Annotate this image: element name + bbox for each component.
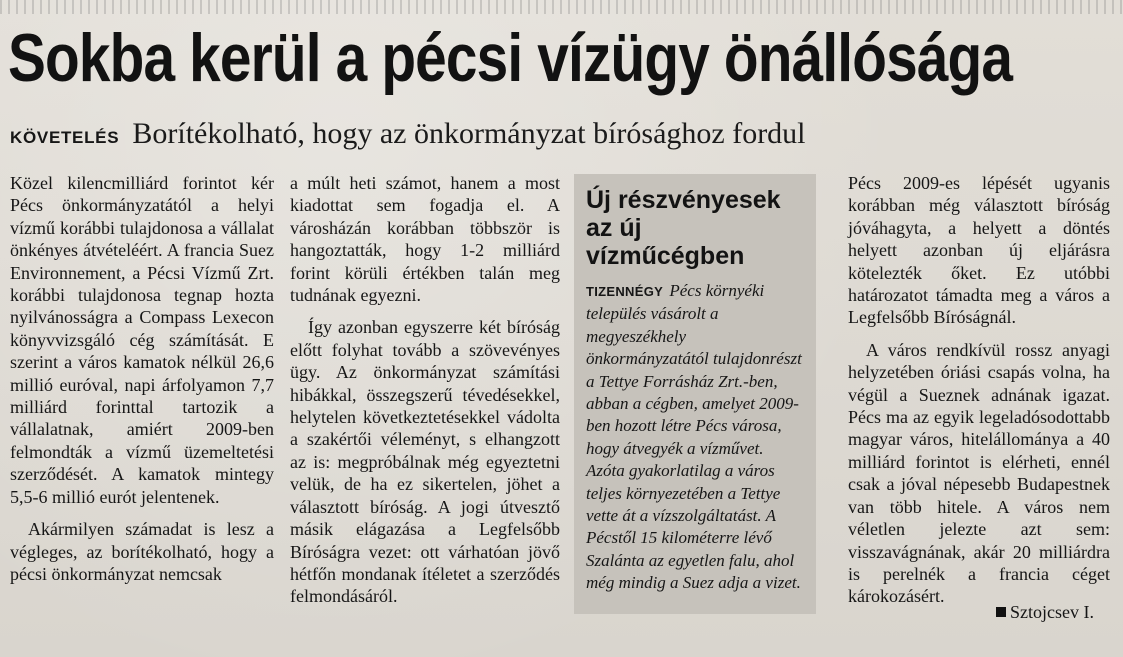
subhead [10, 116, 806, 156]
sidebar-title-line-2: az új vízműcégben [586, 214, 745, 270]
sidebar-body [586, 280, 806, 595]
column-2 [290, 172, 560, 608]
paragraph: Akármilyen számadat is lesz a végleges, az borítékolható, hogy a pécsi önkormányzat nemcsak [10, 519, 274, 584]
sidebar-title-line-1: Új részvényesek [586, 186, 781, 214]
column-1 [10, 172, 274, 585]
byline [996, 602, 1094, 623]
paragraph: A város rendkívül rossz anyagi helyzetében óriási csapás volna, ha végül a Sueznek adnának igazat. Pécs ma az egyik legeladósodottabb magyar város, hitelállománya a 40 milliárd forintot is elérheti, ennél csak a jóval népesebb Budapestnek van több hitele. A város nem véletlen jelezte azt sem: visszavágnának, akár 20 milliárdra is perelnék a francia céget károkozásért. [848, 339, 1110, 607]
column-4 [848, 172, 1110, 608]
kicker-label: KÖVETELÉS [10, 128, 120, 147]
sidebar-kicker: TIZENNÉGY [586, 284, 664, 299]
subtitle: Borítékolható, hogy az önkormányzat bírósághoz fordul [132, 117, 806, 150]
cropped-text-strip [0, 0, 1123, 14]
paragraph: Közel kilencmilliárd forintot kér Pécs önkormányzatától a helyi vízmű korábbi tulajdonosa a vállalat önkényes átvételéért. A francia Suez Environnement, a Pécsi Vízmű Zrt. korábbi tulajdonosa tegnap hozta nyilvánosságra a Compass Lexecon könyvvizsgáló cég számítását. E szerint a város kamatok nélkül 26,6 millió euróval, napi árfolyamon 7,7 milliárd forinttal tartozik a vállalatnak, amiért 2009-ben felmondták a vízmű üzemeltetési szerződését. A kamatok mintegy 5,5-6 millió eurót jelentenek. [10, 173, 274, 507]
paragraph: Pécs 2009-es lépését ugyanis korábban még választott bíróság jóváhagyta, a helyett a döntés helyett azonban új eljárásra kötelezték őket. Ez utóbbi határozatot támadta meg a város a Legfelsőbb Bíróságnál. [848, 173, 1110, 328]
paragraph: Így azonban egyszerre két bíróság előtt folyhat tovább a szövevényes ügy. Az önkormányzat számítási hibákkal, összegszerű tévedésekkel, helytelen következtetésekkel vádolta a szakértői véleményt, s elhangzott az is: megpróbálnak még egyeztetni velük, de ha ez sikertelen, jöhet a választott bíróság. A jogi útvesztő másik elágazása a Legfelsőbb Bíróságra vezet: ott várhatóan jövő hétfőn mondanak ítéletet a szerződés felmondásáról. [290, 317, 560, 607]
sidebar-box [574, 174, 816, 614]
sidebar-text: Pécs környéki település vásárolt a megyeszékhely önkormányzatától tulajdonrészt a Tettye Forrásház Zrt.-ben, abban a cégben, amelyet 2009-ben hozott létre Pécs városa, hogy átvegyék a vízművet. Azóta gyakorlatilag a város teljes környezetében a Tettye vette át a vízszolgáltatást. A Pécstől 15 kilométerre lévő Szalánta az egyetlen falu, ahol még mindig a Suez adja a vizet. [586, 281, 802, 593]
byline-author: Sztojcsev I. [1010, 602, 1094, 622]
headline: Sokba kerül a pécsi vízügy önállósága [8, 20, 1013, 96]
paragraph: a múlt heti számot, hanem a most kiadottat sem fogadja el. A városházán korábban többször is hangoztatták, hogy 1-2 milliárd forint körüli értékben talán meg tudnának egyezni. [290, 173, 560, 306]
square-end-mark-icon [996, 607, 1006, 617]
sidebar-title [586, 186, 806, 270]
